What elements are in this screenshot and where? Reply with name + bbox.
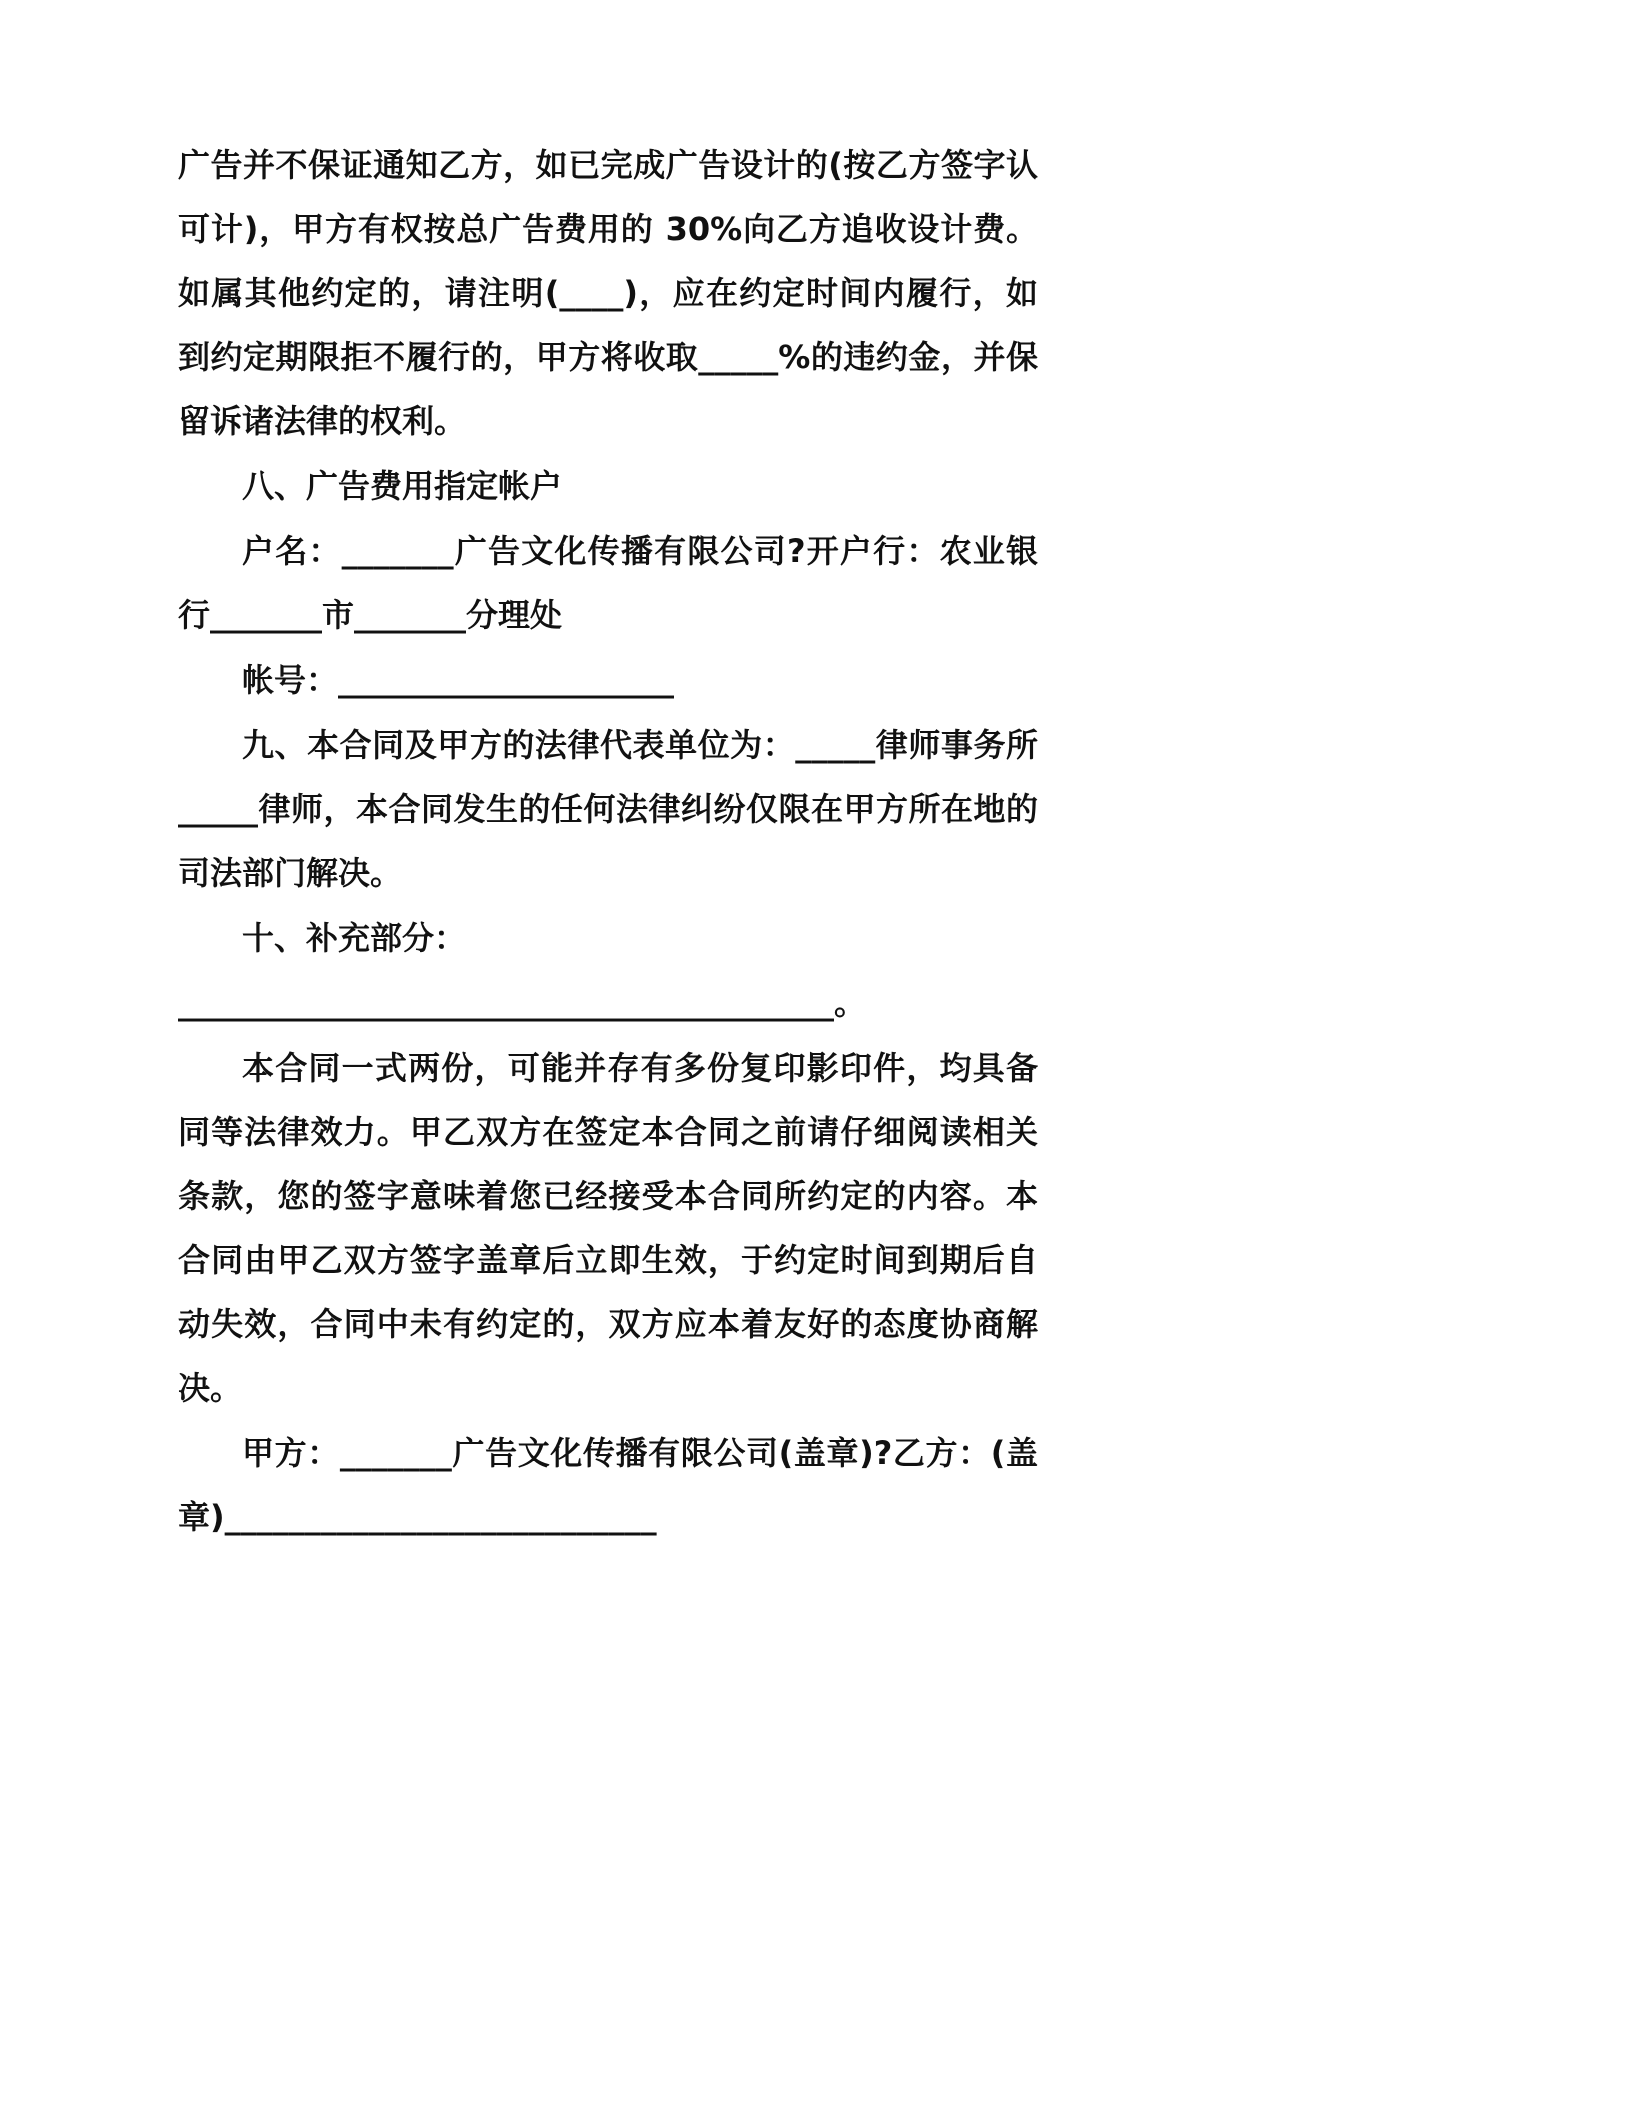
paragraph-contract-copies-effectiveness: 本合同一式两份，可能并存有多份复印影印件，均具备同等法律效力。甲乙双方在签定本合同之前请仔细阅读相关条款，您的签字意味着您已经接受本合同所约定的内容。本合同由甲乙双方签字盖章后立即生效，于约定时间到期后自动失效，合同中未有约定的，双方应本着友好的态度协商解决。 (178, 1049, 1038, 1407)
contract-body (178, 133, 1038, 1549)
paragraph-account-number: 帐号：_____________________ (242, 661, 675, 699)
heading-section-8-payment-account: 八、广告费用指定帐户 (242, 467, 563, 505)
paragraph-account-name-bank: 户名：_______广告文化传播有限公司?开户行：农业银行_______市_______分理处 (178, 532, 1038, 634)
paragraph-supplement-blank-line: _________________________________________。 (178, 984, 867, 1022)
heading-section-10-supplement: 十、补充部分： (242, 919, 467, 957)
paragraph-section-9-legal-representative: 九、本合同及甲方的法律代表单位为：_____律师事务所_____律师，本合同发生的任何法律纠纷仅限在甲方所在地的司法部门解决。 (178, 726, 1038, 892)
paragraph-signature-block: 甲方：_______广告文化传播有限公司(盖章)?乙方：(盖章)___________________________ (178, 1434, 1038, 1536)
paragraph-penalty-clause: 广告并不保证通知乙方，如已完成广告设计的(按乙方签字认可计)，甲方有权按总广告费用的 30%向乙方追收设计费。如属其他约定的，请注明(____)，应在约定时间内履行，如到约定期限拒不履行的，甲方将收取_____%的违约金，并保留诉诸法律的权利。 (178, 146, 1038, 440)
